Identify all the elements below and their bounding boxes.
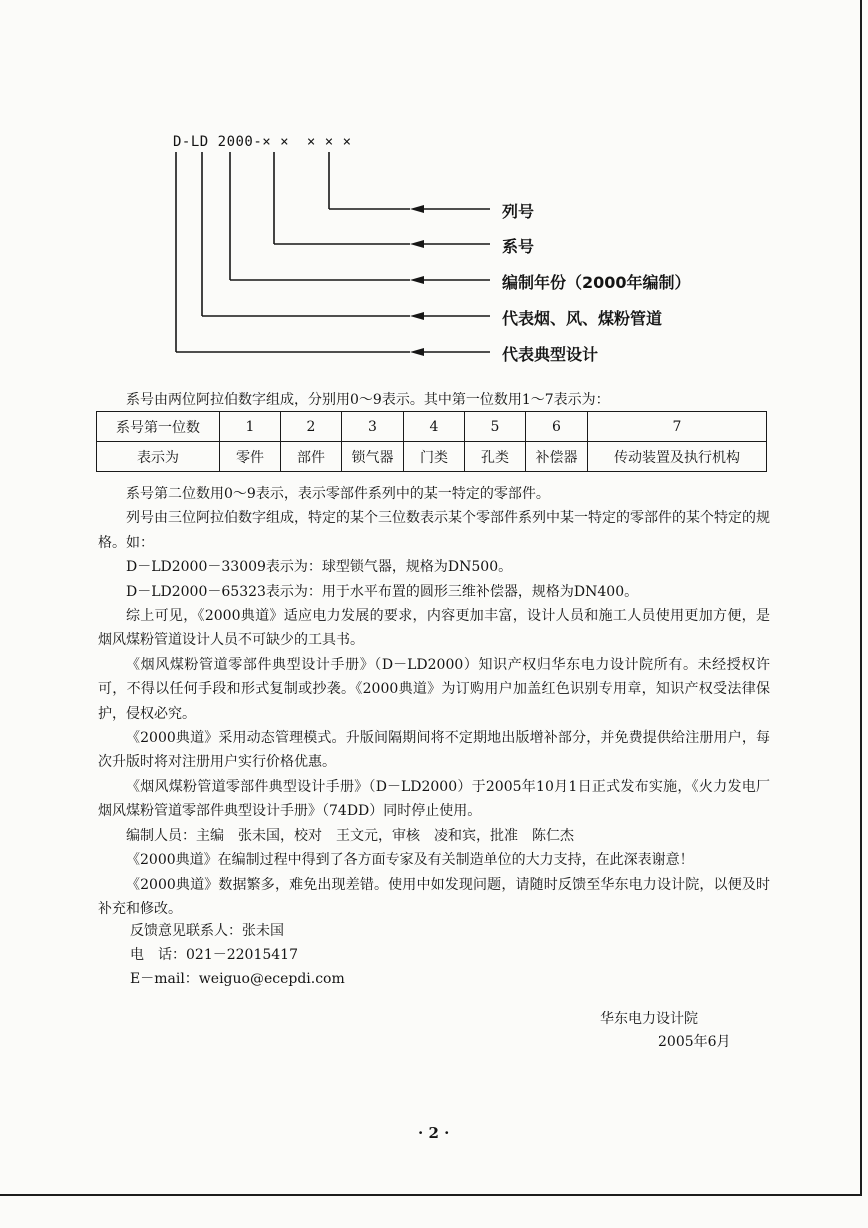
table-cell: 锁气器 (342, 442, 404, 472)
table-cell: 零件 (220, 442, 281, 472)
code-format: D-LD 2000-× × × × × (173, 134, 352, 150)
paragraph: 《2000典道》在编制过程中得到了各方面专家及有关制造单位的大力支持，在此深表谢意！ (126, 852, 694, 869)
page-number: · 2 · (418, 1124, 450, 1142)
contact-email: E－mail：weiguo@ecepdi.com (130, 971, 345, 987)
table-row-label: 表示为 (97, 442, 220, 472)
paragraph: 《烟风煤粉管道零部件典型设计手册》（D－LD2000）于2005年10月1日正式发布实施，《火力发电厂烟风煤粉管道零部件典型设计手册》（74DD）同时停止使用。 (98, 778, 770, 820)
table-cell: 7 (588, 412, 767, 442)
label-series-number: 列号 (502, 202, 535, 221)
family-code-table (96, 411, 767, 472)
signature-date: 2005年6月 (658, 1034, 731, 1050)
paragraph: 系号第二位数用0～9表示，表示零部件系列中的某一特定的零部件。 (126, 486, 550, 502)
signature-org: 华东电力设计院 (600, 1011, 698, 1027)
label-family-number: 系号 (502, 237, 535, 256)
paragraph: 《2000典道》采用动态管理模式。升版间隔期间将不定期地出版增补部分，并免费提供给注册用户，每次升版时将对注册用户实行价格优惠。 (98, 730, 770, 771)
table-cell: 4 (404, 412, 465, 442)
table-cell: 2 (281, 412, 342, 442)
intro-paragraph: 系号由两位阿拉伯数字组成，分别用0～9表示。其中第一位数用1～7表示为： (126, 392, 610, 408)
table-cell: 6 (526, 412, 588, 442)
scan-border-bottom (0, 1194, 862, 1196)
code-diagram-lines (0, 0, 868, 380)
paragraph: D－LD2000－65323表示为：用于水平布置的圆形三维补偿器，规格为DN400。 (126, 583, 639, 600)
body-text (98, 482, 770, 921)
table-cell: 1 (220, 412, 281, 442)
paragraph: 《烟风煤粉管道零部件典型设计手册》（D－LD2000）知识产权归华东电力设计院所有。未经授权许可，不得以任何手段和形式复制或抄袭。《2000典道》为订购用户加盖红色识别专用章，知识产权受法律保护，侵权必究。 (98, 656, 770, 722)
label-year: 编制年份（2000年编制） (502, 273, 691, 292)
paragraph: 《2000典道》数据繁多，难免出现差错。使用中如发现问题，请随时反馈至华东电力设计院，以便及时补充和修改。 (98, 876, 770, 917)
table-cell: 5 (465, 412, 526, 442)
table-cell: 传动装置及执行机构 (588, 442, 767, 472)
table-cell: 孔类 (465, 442, 526, 472)
contact-person: 反馈意见联系人：张未国 (130, 923, 284, 939)
paragraph: 列号由三位阿拉伯数字组成，特定的某个三位数表示某个零部件系列中某一特定的零部件的某个特定的规格。如： (98, 510, 770, 551)
table-row (97, 412, 767, 442)
table-cell: 3 (342, 412, 404, 442)
table-row (97, 442, 767, 472)
table-header-label: 系号第一位数 (97, 412, 220, 442)
table-cell: 门类 (404, 442, 465, 472)
table-cell: 部件 (281, 442, 342, 472)
label-typical-design: 代表典型设计 (502, 345, 599, 364)
paragraph: 综上可见，《2000典道》适应电力发展的要求，内容更加丰富，设计人员和施工人员使用更加方便，是烟风煤粉管道设计人员不可缺少的工具书。 (98, 608, 770, 649)
table-cell: 补偿器 (526, 442, 588, 472)
contact-phone: 电 话：021－22015417 (130, 947, 298, 963)
paragraph: D－LD2000－33009表示为：球型锁气器，规格为DN500。 (126, 559, 513, 576)
label-duct-type: 代表烟、风、煤粉管道 (502, 309, 663, 328)
paragraph: 编制人员：主编 张未国，校对 王文元，审核 凌和宾，批准 陈仁杰 (126, 827, 574, 844)
